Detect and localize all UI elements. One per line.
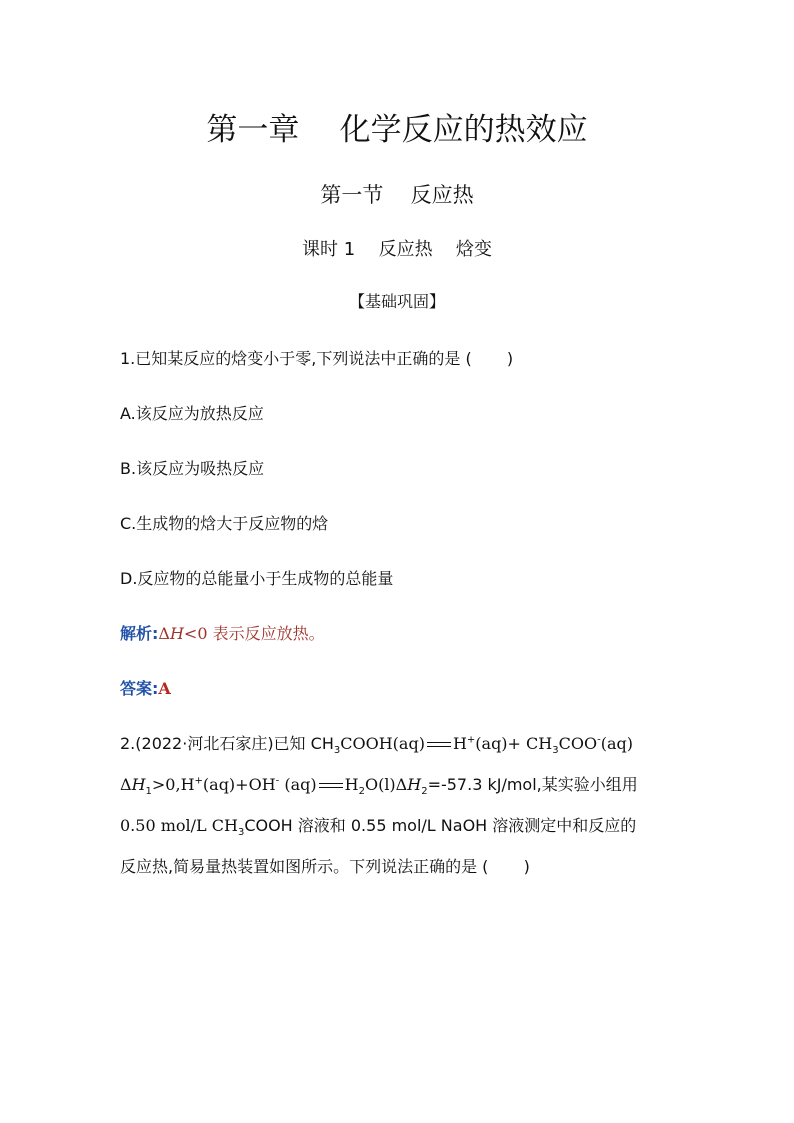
q2-l4: 反应热,简易量热装置如图所示。下列说法正确的是 ( (120, 857, 489, 876)
q2-sub-1: 1 (145, 786, 152, 798)
q2-l2-minus: - (275, 775, 280, 787)
lesson-topic-2: 焓变 (455, 239, 492, 260)
question-2-line-4 (120, 857, 530, 877)
section-number: 第一节 (320, 183, 384, 207)
analysis-delta: Δ (158, 624, 170, 643)
lesson-heading (0, 237, 794, 263)
q2-h2o: H (344, 775, 359, 794)
analysis-h: H (169, 624, 184, 643)
chapter-title: 化学反应的热效应 (339, 112, 588, 148)
q2-l4-close: ) (523, 857, 530, 876)
q2-sub-3b: 3 (552, 745, 559, 757)
q2-l2-a: >0,H (151, 775, 195, 794)
answer-value: A (158, 679, 171, 698)
option-a: A.该反应为放热反应 (120, 404, 264, 423)
question-1-stem (120, 349, 513, 369)
q2-delta-1: Δ (120, 775, 132, 794)
section-heading (0, 181, 794, 209)
analysis-text: <0 表示反应放热。 (183, 624, 325, 643)
answer-line (120, 679, 171, 699)
question-2-line-3 (120, 816, 637, 839)
q2-cooh: COOH(aq) (340, 734, 425, 753)
lesson-topic-1: 反应热 (378, 239, 433, 260)
q2-aq-plus: (aq)+ CH (475, 734, 553, 753)
question-1-text: 1.已知某反应的焓变小于零,下列说法中正确的是 ( (120, 349, 472, 368)
analysis-line (120, 624, 325, 644)
q2-l2-e: =-57.3 kJ/mol,某实验小组用 (427, 775, 638, 794)
reaction-arrow-2 (317, 779, 345, 793)
question-1-close: ) (506, 349, 514, 368)
option-b: B.该反应为吸热反应 (120, 459, 265, 478)
section-tag: 【基础巩固】 (348, 292, 445, 311)
q2-plus: + (466, 734, 476, 746)
option-c: C.生成物的焓大于反应物的焓 (120, 514, 329, 533)
q2-l2-b: (aq)+OH (202, 775, 276, 794)
q2-l3-sub: 3 (237, 827, 245, 839)
answer-label: 答案: (120, 679, 159, 698)
chapter-heading (0, 110, 794, 150)
q2-l2-d: O(l)Δ (364, 775, 408, 794)
section-title: 反应热 (410, 183, 474, 207)
q2-l2-plus: + (194, 775, 203, 787)
q2-sub-2: 2 (358, 786, 365, 798)
q2-l2-c: (aq) (279, 775, 317, 794)
q2-h-ion: H (452, 734, 467, 753)
q2-intro: 2.(2022·河北石家庄)已知 CH (120, 734, 334, 753)
q2-coo: COO (558, 734, 598, 753)
chapter-number: 第一章 (206, 112, 300, 148)
analysis-label: 解析: (120, 624, 159, 643)
q2-minus: - (597, 734, 601, 746)
lesson-number: 课时 1 (302, 239, 356, 260)
q2-l3-a: 0.50 mol/L CH (120, 816, 238, 835)
q2-sub-2b: 2 (421, 786, 428, 798)
q2-h-2: H (407, 775, 422, 794)
q2-h-1: H (131, 775, 146, 794)
q2-sub-3: 3 (333, 745, 341, 757)
reaction-arrow (425, 738, 453, 752)
question-2-line-1 (120, 734, 633, 757)
question-2-line-2 (120, 775, 638, 798)
option-d: D.反应物的总能量小于生成物的总能量 (120, 569, 394, 588)
q2-l3-b: COOH 溶液和 0.55 mol/L NaOH 溶液测定中和反应的 (244, 816, 637, 835)
q2-aq: (aq) (600, 734, 633, 753)
